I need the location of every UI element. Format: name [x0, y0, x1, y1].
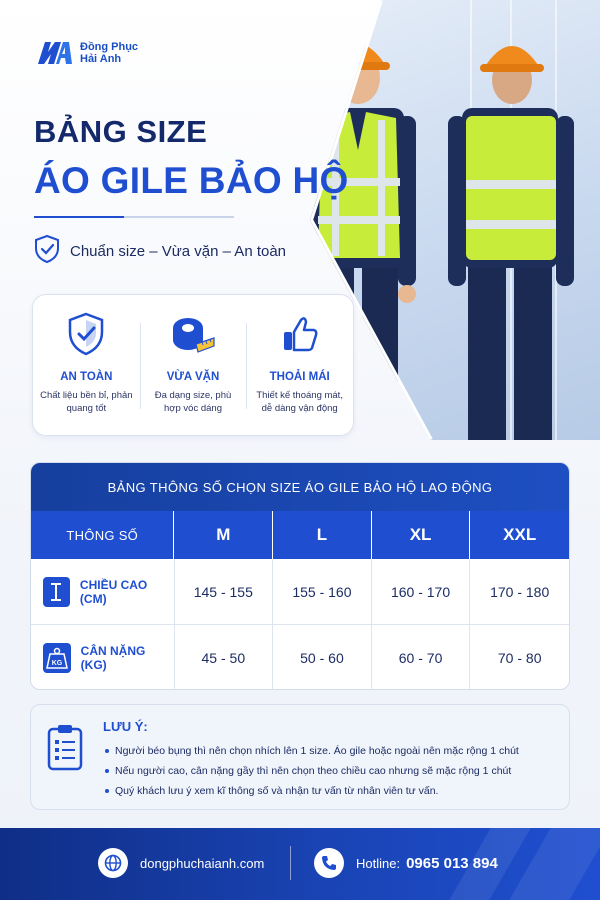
- clipboard-icon: [47, 723, 83, 776]
- shield-check-icon: [34, 234, 60, 269]
- notes-title: LƯU Ý:: [103, 719, 148, 734]
- row-label: CÂN NẶNG (KG): [80, 644, 146, 672]
- feature-title: VỪA VẶN: [166, 371, 220, 383]
- globe-icon: [98, 848, 128, 878]
- title-divider: [34, 216, 234, 218]
- size-table: [30, 462, 570, 690]
- feature-fit: [140, 295, 247, 435]
- table-cell: 50 - 60: [273, 625, 372, 690]
- table-cell: 155 - 160: [273, 559, 372, 624]
- worker-back: [448, 46, 574, 440]
- size-header-m: M: [174, 511, 273, 559]
- table-row-height: [31, 559, 569, 625]
- row-label: CHIỀU CAO (CM): [79, 577, 148, 606]
- note-item: Người béo bụng thì nên chọn nhích lên 1 size. Áo gile hoặc ngoài nên mặc rộng 1 chút: [103, 741, 519, 761]
- table-cell: 170 - 180: [490, 583, 550, 600]
- feature-description: Chất liệu bền bỉ, phản quang tốt: [40, 390, 133, 414]
- feature-safety: [33, 295, 140, 435]
- size-header-xxl: XXL: [470, 511, 569, 559]
- size-header-l: L: [273, 511, 372, 559]
- brand-mark-icon: [36, 40, 74, 66]
- footer-website[interactable]: [98, 848, 264, 878]
- table-cell: 60 - 70: [372, 625, 471, 690]
- page-title-line1: BẢNG SIZE: [34, 114, 208, 149]
- weight-icon-text: KG: [51, 660, 63, 667]
- page-title-line2: ÁO GILE BẢO HỘ: [34, 160, 349, 201]
- feature-comfort: [246, 295, 353, 435]
- size-table-header: [31, 511, 569, 559]
- table-cell: 70 - 80: [497, 650, 542, 666]
- thumbs-up-icon: [281, 311, 319, 357]
- shield-check-icon: [67, 311, 105, 357]
- tagline-text: Chuẩn size – Vừa vặn – An toàn: [70, 243, 287, 260]
- note-item: Nếu người cao, cân nặng gầy thì nên chọn theo chiều cao nhưng sẽ mặc rộng 1 chút: [103, 761, 519, 781]
- table-cell: 160 - 170: [372, 559, 471, 624]
- brand-name-line1: Đồng Phục: [80, 41, 139, 53]
- table-cell: 145 - 155: [175, 559, 274, 624]
- weight-icon: [43, 643, 71, 673]
- table-cell: 45 - 50: [175, 625, 274, 690]
- footer: [0, 828, 600, 900]
- brand-name-line2: Hải Anh: [80, 53, 122, 65]
- notes-list: [103, 741, 519, 801]
- header-label-cell: THÔNG SỐ: [31, 511, 174, 559]
- row-label-cell: [31, 625, 175, 690]
- footer-divider: [290, 846, 291, 880]
- size-table-title: BẢNG THÔNG SỐ CHỌN SIZE ÁO GILE BẢO HỘ LAO ĐỘNG: [31, 463, 569, 511]
- measuring-tape-icon: [170, 311, 216, 357]
- table-row-weight: [31, 625, 569, 690]
- footer-hotline[interactable]: [314, 848, 498, 878]
- hotline-number[interactable]: 0965 013 894: [406, 854, 498, 872]
- tagline: [34, 234, 286, 269]
- feature-title: AN TOÀN: [60, 371, 113, 383]
- phone-icon: [314, 848, 344, 878]
- features-card: [32, 294, 354, 436]
- brand-logo: [36, 40, 138, 66]
- notes-box: [30, 704, 570, 810]
- website-link[interactable]: dongphuchaianh.com: [140, 855, 265, 871]
- feature-description: Đa dạng size, phù hợp vóc dáng: [154, 390, 232, 414]
- height-icon: [43, 577, 70, 607]
- size-header-xl: XL: [372, 511, 471, 559]
- feature-title: THOẢI MÁI: [269, 371, 330, 383]
- feature-description: Thiết kế thoáng mát, dễ dàng vận động: [256, 390, 343, 414]
- hotline-label: Hotline:: [356, 855, 401, 871]
- note-item: Quý khách lưu ý xem kĩ thông số và nhận tư vấn từ nhân viên tư vấn.: [103, 781, 519, 801]
- row-label-cell: [31, 559, 175, 624]
